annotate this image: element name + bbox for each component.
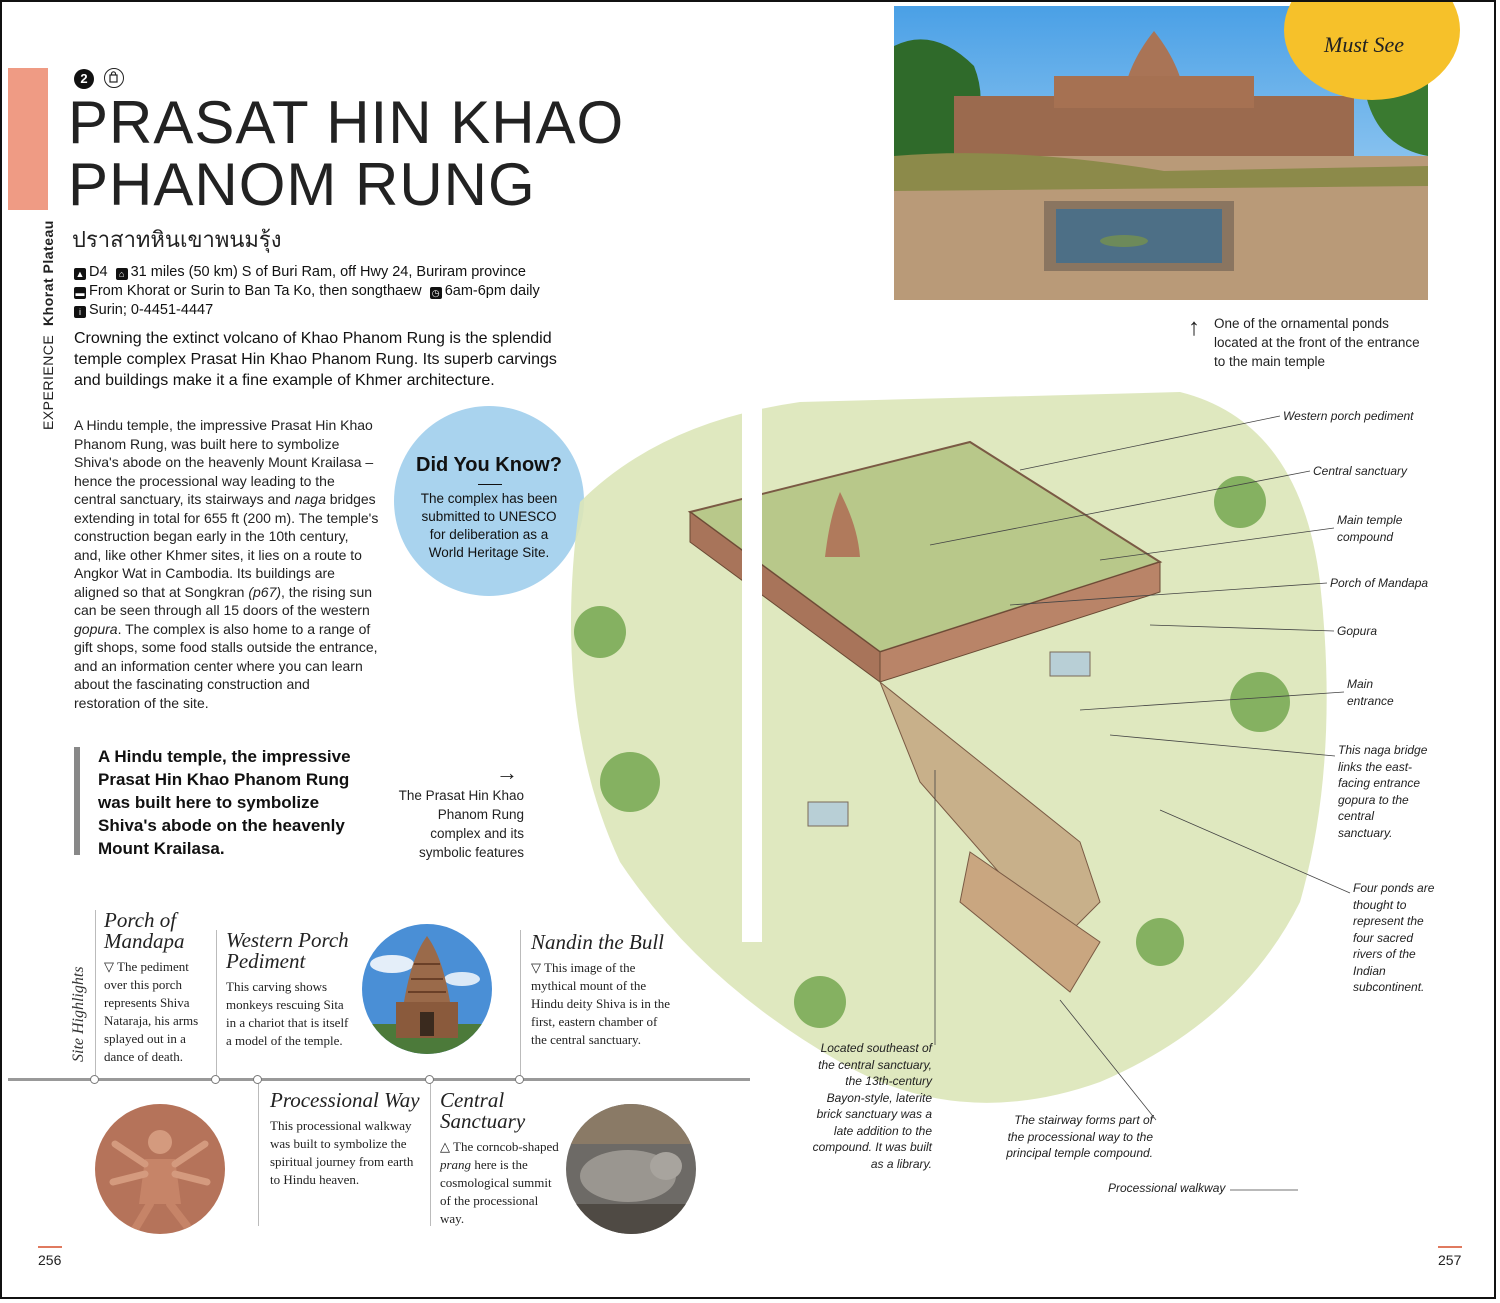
site-highlights-label: Site Highlights (70, 966, 87, 1062)
pull-quote: A Hindu temple, the impressive Prasat Hin Khao Phanom Rung was built here to symbolize Shiva's abode on the heavenly Mount Krailasa. (98, 747, 351, 858)
illustration-caption: The Prasat Hin Khao Phanom Rung complex and its symbolic features (398, 788, 524, 860)
arrow-right-icon: → (496, 760, 518, 785)
thai-name: ปราสาทหินเขาพนมรุ้ง (72, 227, 282, 252)
page-number-left: 256 (38, 1252, 62, 1268)
label-porch-mandapa: Porch of Mandapa (1330, 576, 1429, 590)
info-icon: i (74, 306, 86, 318)
must-see-badge: Must See (1284, 0, 1460, 100)
label-main-compound: Main temple compound (1337, 513, 1403, 544)
highlight-western-porch-pediment: Western Porch Pediment This carving shows monkeys rescuing Sita in a chariot that is itself a model of the temple. (226, 928, 349, 1048)
practical-info: ▲ D4 ⌂ 31 miles (50 km) S of Buri Ram, off Hwy 24, Buriram province ▬ From Khorat or Surin to Ban Ta Ko, then songthaew ◷ 6am-6pm daily i Surin; 0-4451-4447 (75, 264, 540, 318)
entry-number-badge: 2 (74, 69, 94, 89)
label-stairway: The stairway forms part of the processional way to the principal temple compound. (1006, 1113, 1153, 1160)
map-icon: ▲ (75, 269, 85, 279)
page-number-rule (1438, 1246, 1462, 1248)
label-four-ponds: Four ponds are thought to represent the four sacred rivers of the Indian subcontinent. (1353, 881, 1435, 994)
body-text: A Hindu temple, the impressive Prasat Hin Khao Phanom Rung, was built here to symbolize Shiva's abode on the heavenly Mount Krailasa – hence the processional way leading to the central sanctuary, its stairways and naga bridges extending in total for 655 ft (200 m). The temple's construction began early in the 10th century, and, like other Khmer sites, it lies on a route to Angkor Wat in Cambodia. Its buildings are aligned so that at Songkran (p67), the rising sun can be seen through all 15 doors of the western gopura. The complex is also home to a range of gift shops, some food stalls outside the entrance, and an information center where you can learn about the fascinating construction and restoration of the site. (74, 417, 379, 711)
label-naga-bridge: This naga bridge links the east-facing entrance gopura to the central sanctuary. (1338, 743, 1428, 840)
bus-icon: ▬ (75, 288, 85, 298)
label-western-porch: Western porch pediment (1283, 409, 1414, 423)
label-central-sanctuary: Central sanctuary (1313, 464, 1408, 478)
label-processional-walkway: Processional walkway (1108, 1181, 1226, 1195)
address-icon: ⌂ (116, 268, 128, 280)
highlight-porch-of-mandapa: Porch of Mandapa ▽ The pediment over this porch represents Shiva Nataraja, his arms splayed out in a dance of death. (104, 908, 199, 1064)
did-you-know-text: The complex has been submitted to UNESCO for deliberation as a World Heritage Site. (420, 491, 558, 560)
section-side-label: EXPERIENCE Khorat Plateau (40, 220, 56, 430)
page-number-right: 257 (1438, 1252, 1462, 1268)
arrow-up-icon: ↑ (1188, 314, 1200, 341)
title-line-2: PHANOM RUNG (68, 151, 536, 218)
highlight-central-sanctuary: Central Sanctuary △ The corncob-shaped prang here is the cosmological summit of the processional way. (440, 1088, 559, 1226)
label-bayon-library: Located southeast of the central sanctuary, the 13th-century Bayon-style, laterite brick sanctuary was a late addition to the compound. It was built as a library. (812, 1041, 932, 1171)
clock-icon: ◷ (430, 287, 442, 299)
page-gutter (742, 382, 762, 942)
did-you-know-title: Did You Know? (416, 454, 562, 476)
photo-caption: One of the ornamental ponds located at the front of the entrance to the main temple (1214, 316, 1420, 369)
label-main-entrance: Main entrance (1347, 677, 1394, 708)
intro-paragraph: Crowning the extinct volcano of Khao Phanom Rung is the splendid temple complex Prasat Hin Khao Phanom Rung. Its superb carvings and buildings make it a fine example of Khmer architecture. (74, 330, 557, 389)
title-line-1: PRASAT HIN KHAO (68, 89, 625, 156)
label-gopura: Gopura (1337, 624, 1378, 638)
highlight-nandin-the-bull: Nandin the Bull ▽ This image of the mythical mount of the Hindu deity Shiva is in the first, eastern chamber of the central sanctuary. (531, 930, 671, 1047)
highlight-processional-way: Processional Way This processional walkway was built to symbolize the spiritual journey from earth to Hindu heaven. (270, 1088, 420, 1187)
